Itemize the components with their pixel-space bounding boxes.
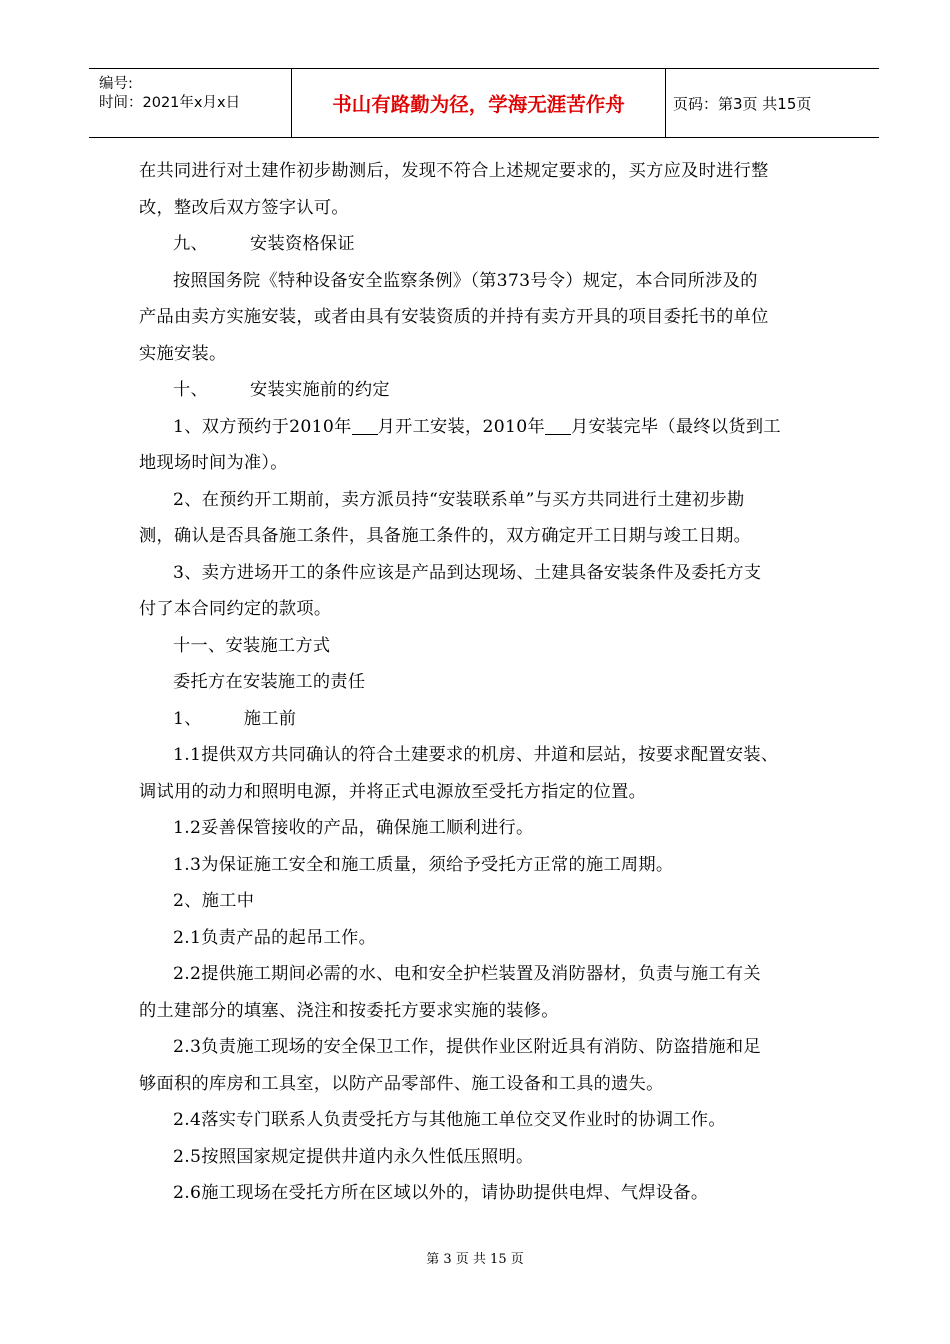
section-title: 安装资格保证 bbox=[249, 234, 355, 254]
header-page-info: 页码：第3页 共15页 bbox=[673, 94, 812, 113]
paragraph-line: 的土建部分的填塞、浇注和按委托方要求实施的装修。 bbox=[139, 1000, 559, 1021]
item-heading-2: 2、施工中 bbox=[173, 891, 255, 911]
paragraph-line: 按照国务院《特种设备安全监察条例》（第373号令）规定，本合同所涉及的 bbox=[173, 270, 758, 291]
header-motto-cell bbox=[291, 69, 666, 137]
item-title: 施工前 bbox=[243, 708, 297, 729]
page-header bbox=[89, 68, 879, 138]
text-segment: 1、双方预约于2010年 bbox=[173, 416, 352, 437]
blank-underline bbox=[545, 416, 571, 434]
section-number: 九、 bbox=[173, 234, 208, 254]
paragraph-line: 2.2提供施工期间必需的水、电和安全护栏装置及消防器材，负责与施工有关 bbox=[173, 964, 761, 984]
paragraph-line: 在共同进行对土建作初步勘测后，发现不符合上述规定要求的，买方应及时进行整 bbox=[139, 161, 769, 181]
subheading: 委托方在安装施工的责任 bbox=[173, 672, 366, 692]
item-heading-1 bbox=[139, 701, 839, 738]
paragraph-line: 2.5按照国家规定提供井道内永久性低压照明。 bbox=[173, 1146, 534, 1167]
paragraph-line: 2、在预约开工期前，卖方派员持“安装联系单”与买方共同进行土建初步勘 bbox=[173, 489, 745, 510]
paragraph-line: 1.3为保证施工安全和施工质量，须给予受托方正常的施工周期。 bbox=[173, 854, 674, 875]
paragraph-line: 付了本合同约定的款项。 bbox=[139, 599, 332, 619]
document-body bbox=[139, 153, 839, 1212]
header-motto: 书山有路勤为径，学海无涯苦作舟 bbox=[332, 93, 625, 116]
paragraph-line: 实施安装。 bbox=[139, 343, 227, 364]
paragraph-line: 改，整改后双方签字认可。 bbox=[139, 197, 349, 218]
item-number: 1、 bbox=[173, 708, 202, 729]
paragraph-line: 3、卖方进场开工的条件应该是产品到达现场、土建具备安装条件及委托方支 bbox=[173, 562, 762, 583]
text-segment: 月开工安装，2010年 bbox=[377, 416, 545, 437]
paragraph-line: 够面积的库房和工具室，以防产品零部件、施工设备和工具的遗失。 bbox=[139, 1073, 664, 1094]
paragraph-line: 2.1负责产品的起吊工作。 bbox=[173, 927, 377, 948]
blank-underline bbox=[352, 416, 378, 434]
paragraph-line: 1.1提供双方共同确认的符合土建要求的机房、井道和层站，按要求配置安装、 bbox=[173, 745, 779, 765]
section-heading-11: 十一、安装施工方式 bbox=[173, 635, 331, 656]
paragraph-line: 产品由卖方实施安装，或者由具有安装资质的并持有卖方开具的项目委托书的单位 bbox=[139, 307, 769, 327]
paragraph-line: 1.2妥善保管接收的产品，确保施工顺利进行。 bbox=[173, 818, 534, 838]
header-page-cell bbox=[665, 69, 879, 137]
section-number: 十、 bbox=[173, 380, 208, 400]
paragraph-line bbox=[139, 409, 839, 446]
page-footer: 第 3 页 共 15 页 bbox=[426, 1252, 524, 1267]
serial-label: 编号: bbox=[99, 76, 133, 92]
section-heading-9 bbox=[139, 226, 839, 263]
paragraph-line: 2.4落实专门联系人负责受托方与其他施工单位交叉作业时的协调工作。 bbox=[173, 1110, 726, 1130]
date-label: 时间：2021年x月x日 bbox=[99, 95, 241, 111]
section-heading-10 bbox=[139, 372, 839, 409]
paragraph-line: 2.3负责施工现场的安全保卫工作，提供作业区附近具有消防、防盗措施和足 bbox=[173, 1037, 761, 1057]
header-left-cell bbox=[89, 69, 291, 137]
paragraph-line: 地现场时间为准）。 bbox=[139, 453, 288, 473]
paragraph-line: 测，确认是否具备施工条件，具备施工条件的，双方确定开工日期与竣工日期。 bbox=[139, 526, 752, 546]
text-segment: 月安装完毕（最终以货到工 bbox=[570, 416, 781, 437]
paragraph-line: 调试用的动力和照明电源，并将正式电源放至受托方指定的位置。 bbox=[139, 781, 647, 802]
paragraph-line: 2.6施工现场在受托方所在区域以外的，请协助提供电焊、气焊设备。 bbox=[173, 1183, 709, 1203]
section-title: 安装实施前的约定 bbox=[249, 380, 390, 400]
